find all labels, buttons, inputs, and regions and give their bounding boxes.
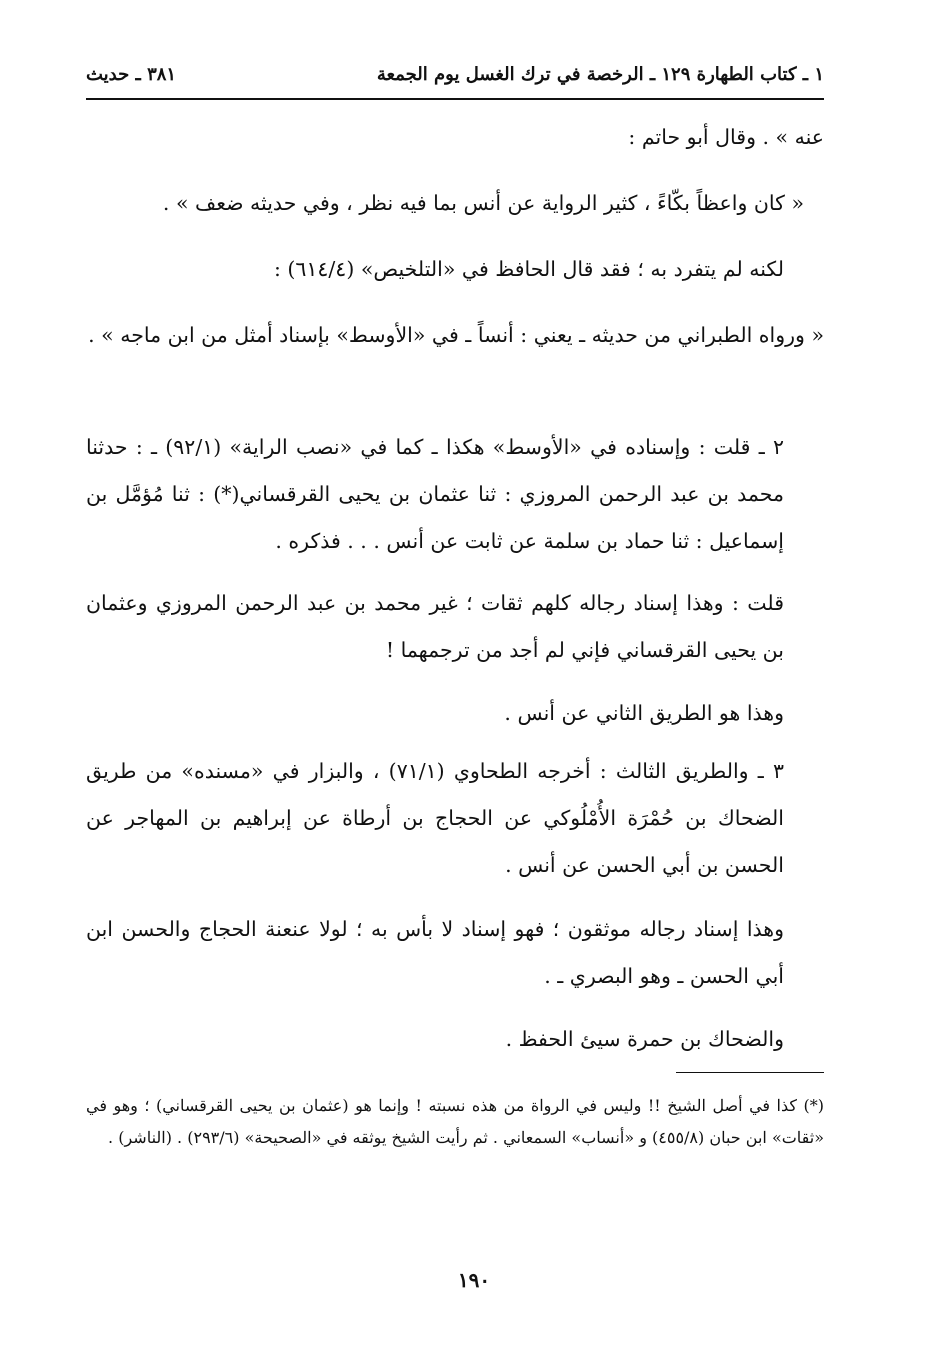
paragraph-quote-abu-hatim: « كان واعظاً بكّاءً ، كثير الرواية عن أنس بما فيه نظر ، وفي حديثه ضعف » .: [162, 191, 804, 215]
footnote-divider: [676, 1072, 824, 1073]
header-chapter-title: ١ ـ كتاب الطهارة ١٢٩ ـ الرخصة في ترك الغسل يوم الجمعة: [376, 64, 824, 85]
header-divider: [86, 98, 824, 100]
paragraph-7: وهذا هو الطريق الثاني عن أنس .: [504, 701, 784, 725]
paragraph-10: والضحاك بن حمرة سيئ الحفظ .: [505, 1027, 784, 1051]
paragraph-6: قلت : وهذا إسناد رجاله كلهم ثقات ؛ غير محمد بن عبد الرحمن المروزي وعثمان بن يحيى القرقساني فإني لم أجد من ترجمهما !: [86, 591, 784, 662]
running-header: [86, 58, 824, 98]
paragraph-3-third-route: ٣ ـ والطريق الثالث : أخرجه الطحاوي (٧١/١) ، والبزار في «مسنده» من طريق الضحاك بن حُمْرَة الأُمْلُوكي عن الحجاج بن أرطاة عن إبراهيم بن المهاجر عن الحسن بن أبي الحسن عن أنس .: [86, 759, 784, 877]
paragraph-1: عنه » . وقال أبو حاتم :: [628, 125, 824, 149]
header-hadith-number: ٣٨١ ـ حديث: [86, 64, 177, 85]
page-number: ١٩٠: [457, 1268, 491, 1292]
footnote: (*) كذا في أصل الشيخ !! وليس في الرواة من هذه نسبته ! وإنما هو (عثمان بن يحيى القرقساني) ؛ وهو في «ثقات» ابن حبان (٤٥٥/٨) و «أنساب» السمعاني . ثم رأيت الشيخ يوثقه في «الصحيحة» (٢٩٣/٦) . (الناشر) .: [86, 1096, 824, 1147]
paragraph-3: لكنه لم يتفرد به ؛ فقد قال الحافظ في «التلخيص» (٦١٤/٤) :: [273, 257, 784, 281]
paragraph-9: وهذا إسناد رجاله موثقون ؛ فهو إسناد لا بأس به ؛ لولا عنعنة الحجاج والحسن ابن أبي الحسن ـ وهو البصري ـ .: [86, 917, 784, 988]
paragraph-2-isnad: ٢ ـ قلت : وإسناده في «الأوسط» هكذا ـ كما في «نصب الراية» (٩٢/١) ـ : حدثنا محمد بن عبد الرحمن المروزي : ثنا عثمان بن يحيى القرقساني(*) : ثنا مُؤمَّل بن إسماعيل : ثنا حماد بن سلمة عن ثابت عن أنس . . . فذكره .: [86, 435, 785, 553]
paragraph-quote-talkhis: « ورواه الطبراني من حديثه ـ يعني : أنساً ـ في «الأوسط» بإسناد أمثل من ابن ماجه » .: [88, 323, 824, 347]
